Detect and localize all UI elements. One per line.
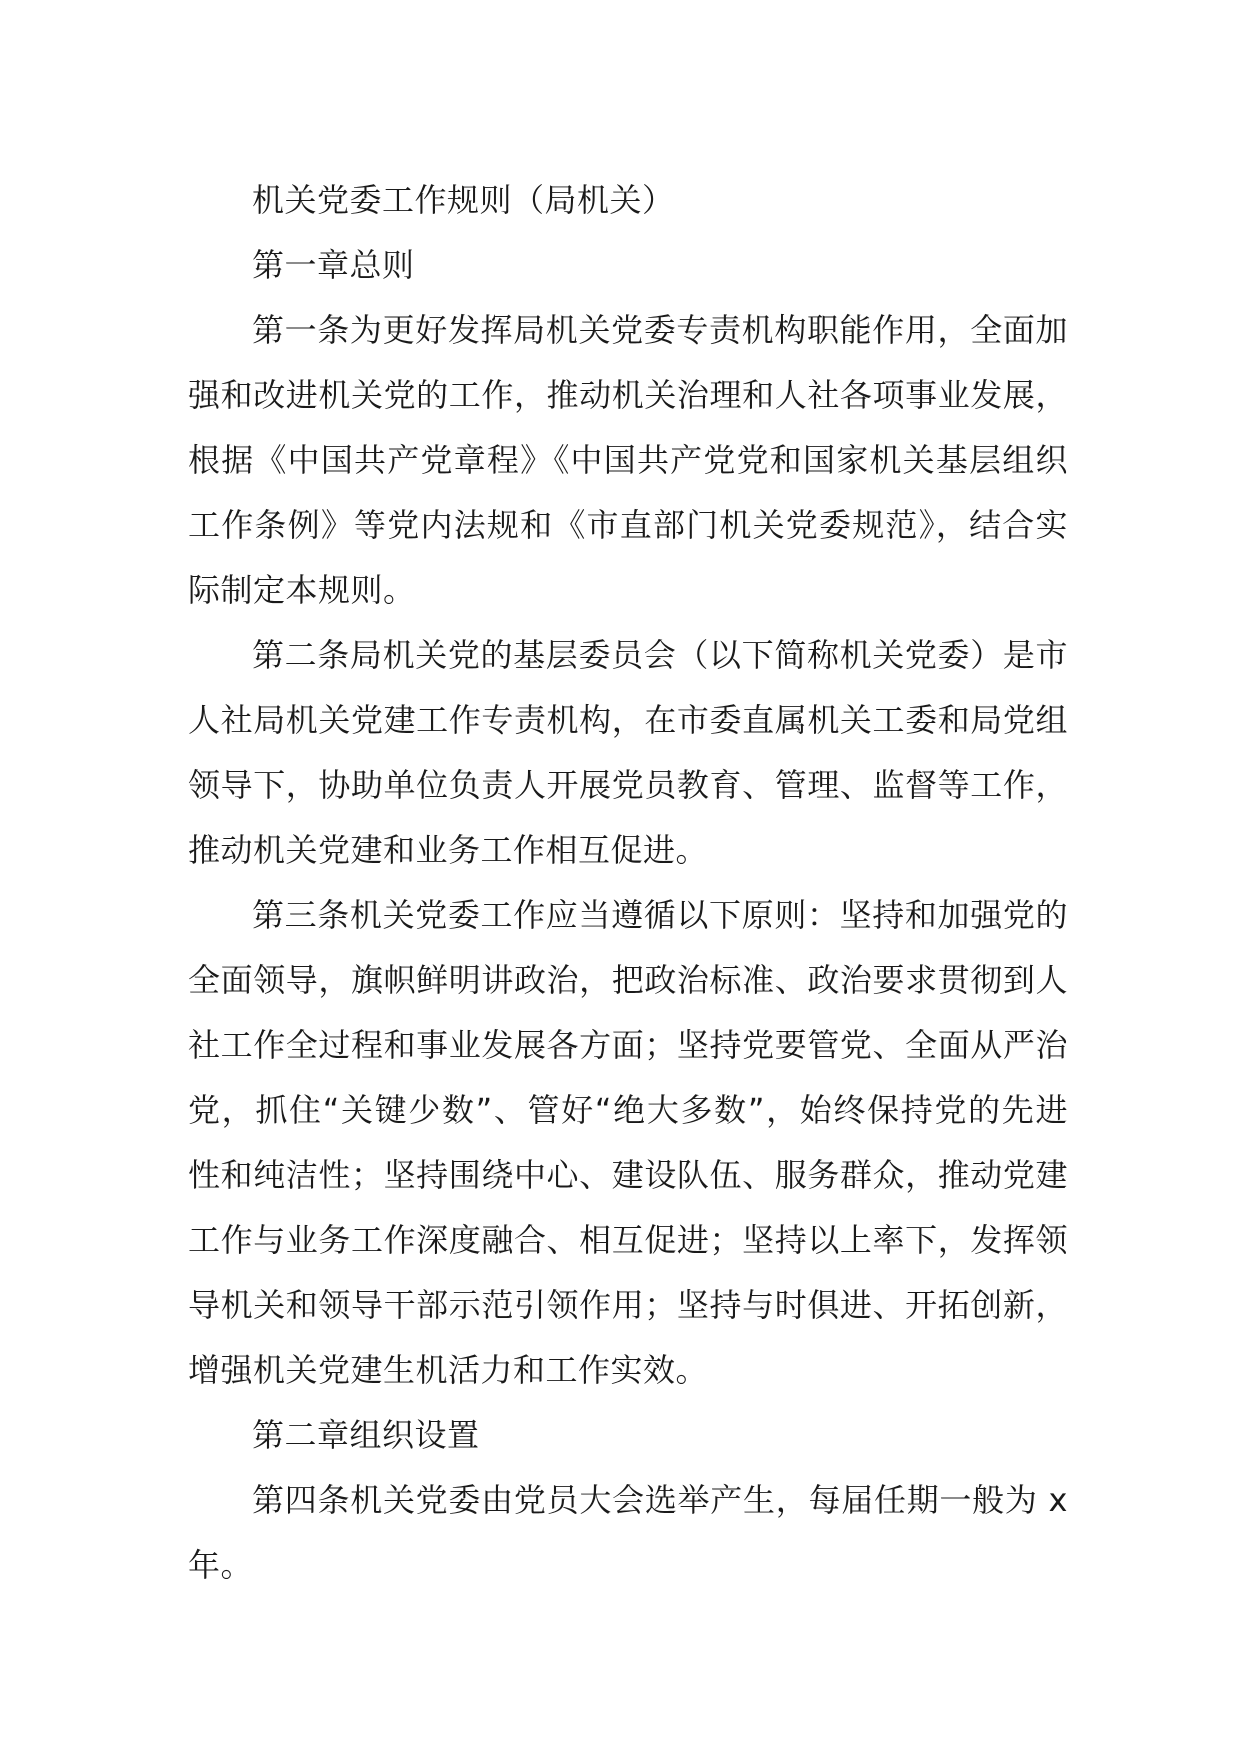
chapter-heading-1: 第一章总则 — [252, 246, 415, 284]
chapter-heading-2: 第二章组织设置 — [252, 1416, 480, 1454]
article-3-paragraph: 第三条机关党委工作应当遵循以下原则：坚持和加强党的全面领导，旗帜鲜明讲政治，把政治标准、政治要求贯彻到人社工作全过程和事业发展各方面；坚持党要管党、全面从严治党，抓住“关键少数”、管好“绝大多数”，始终保持党的先进性和纯洁性；坚持围绕中心、建设队伍、服务群众，推动党建工作与业务工作深度融合、相互促进；坚持以上率下，发挥领导机关和领导干部示范引领作用；坚持与时俱进、开拓创新，增强机关党建生机活力和工作实效。 — [188, 896, 1068, 1389]
document-title: 机关党委工作规则（局机关） — [252, 181, 675, 219]
article-1-paragraph: 第一条为更好发挥局机关党委专责机构职能作用，全面加强和改进机关党的工作，推动机关治理和人社各项事业发展，根据《中国共产党章程》《中国共产党党和国家机关基层组织工作条例》等党内法规和《市直部门机关党委规范》，结合实际制定本规则。 — [188, 311, 1068, 609]
article-4-paragraph: 第四条机关党委由党员大会选举产生，每届任期一般为 x 年。 — [188, 1481, 1079, 1584]
document-body — [188, 168, 1079, 1598]
article-2-paragraph: 第二条局机关党的基层委员会（以下简称机关党委）是市人社局机关党建工作专责机构，在市委直属机关工委和局党组领导下，协助单位负责人开展党员教育、管理、监督等工作，推动机关党建和业务工作相互促进。 — [188, 636, 1068, 869]
